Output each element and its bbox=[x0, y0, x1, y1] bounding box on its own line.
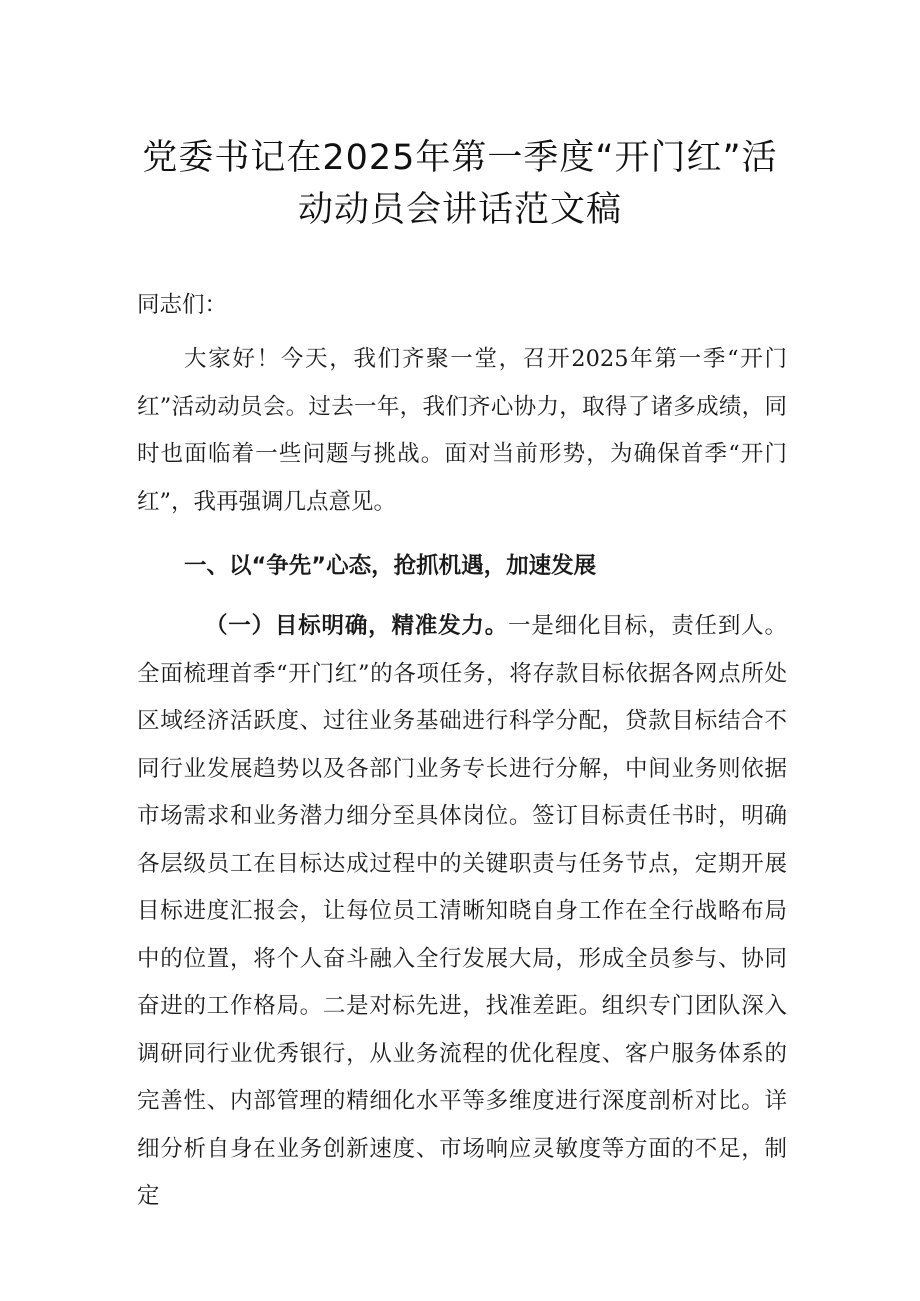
paragraph-opening: 大家好！今天，我们齐聚一堂，召开2025年第一季“开门红”活动动员会。过去一年，我们齐心协力，取得了诸多成绩，同时也面临着一些问题与挑战。面对当前形势，为确保首季“开门红”，我再强调几点意见。 bbox=[137, 346, 787, 515]
section-heading-1: 一、以“争先”心态，抢抓机遇，加速发展 bbox=[184, 553, 597, 579]
salutation: 同志们： bbox=[137, 292, 228, 318]
paragraph-body: 一是细化目标，责任到人。全面梳理首季“开门红”的各项任务，将存款目标依据各网点所处区域经济活跃度、过往业务基础进行科学分配，贷款目标结合不同行业发展趋势以及各部门业务专长进行分解，中间业务则依据市场需求和业务潜力细分至具体岗位。签订目标责任书时，明确各层级员工在目标达成过程中的关键职责与任务节点，定期开展目标进度汇报会，让每位员工清晰知晓自身工作在全行战略布局中的位置，将个人奋斗融入全行发展大局，形成全员参与、协同奋进的工作格局。二是对标先进，找准差距。组织专门团队深入调研同行业优秀银行，从业务流程的优化程度、客户服务体系的完善性、内部管理的精细化水平等多维度进行深度剖析对比。详细分析自身在业务创新速度、市场响应灵敏度等方面的不足，制定 bbox=[137, 613, 787, 1209]
paragraph-section-1-1 bbox=[137, 603, 787, 1221]
document-title-line-2: 动动员会讲话范文稿 bbox=[297, 190, 622, 230]
paragraph-lead-bold: （一）目标明确，精准发力。 bbox=[205, 613, 509, 639]
document-title-line-1: 党委书记在2025年第一季度“开门红”活 bbox=[142, 138, 778, 178]
